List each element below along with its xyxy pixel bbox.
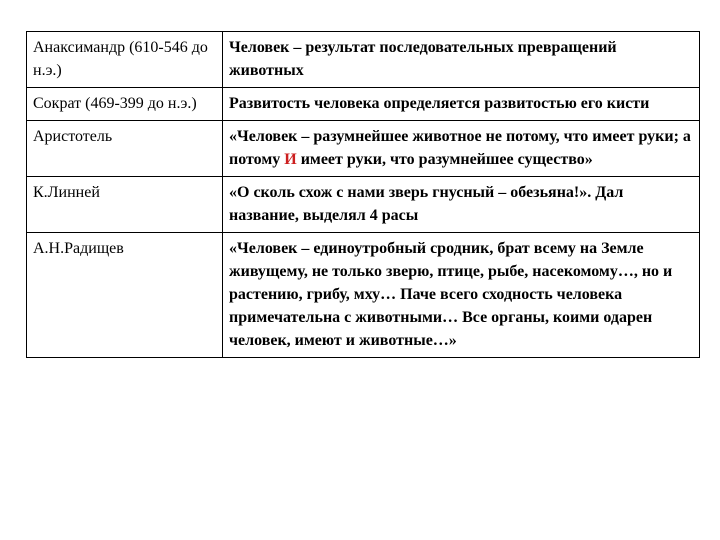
thinker-idea: Развитость человека определяется развитостью его кисти <box>223 88 700 121</box>
thinker-idea <box>223 121 700 177</box>
thinker-name: Сократ (469-399 до н.э.) <box>27 88 223 121</box>
table-row <box>27 121 700 177</box>
thinker-idea: «Человек – единоутробный сродник, брат всему на Земле живущему, не только зверю, птице, рыбе, насекомому…, но и растению, грибу, мху… Паче всего сходность человека примечательна с животными… Все органы, коими одарен человек, имеют и животные…» <box>223 233 700 358</box>
idea-accent-letter: И <box>284 151 297 168</box>
thinker-name: К.Линней <box>27 177 223 233</box>
thinker-idea: «О сколь схож с нами зверь гнусный – обезьяна!». Дал название, выделял 4 расы <box>223 177 700 233</box>
thinker-name: Анаксимандр (610-546 до н.э.) <box>27 32 223 88</box>
idea-text-start: «Человек – разумнейшее животное не потому, что имеет руки; а потому <box>229 128 691 168</box>
thinker-idea: Человек – результат последовательных превращений животных <box>223 32 700 88</box>
table-row <box>27 88 700 121</box>
thinker-name: Аристотель <box>27 121 223 177</box>
table-row <box>27 233 700 358</box>
idea-text-end: имеет руки, что разумнейшее существо» <box>296 151 593 168</box>
table-row <box>27 177 700 233</box>
thinker-name: А.Н.Радищев <box>27 233 223 358</box>
table-row <box>27 32 700 88</box>
thinkers-table <box>26 31 700 358</box>
